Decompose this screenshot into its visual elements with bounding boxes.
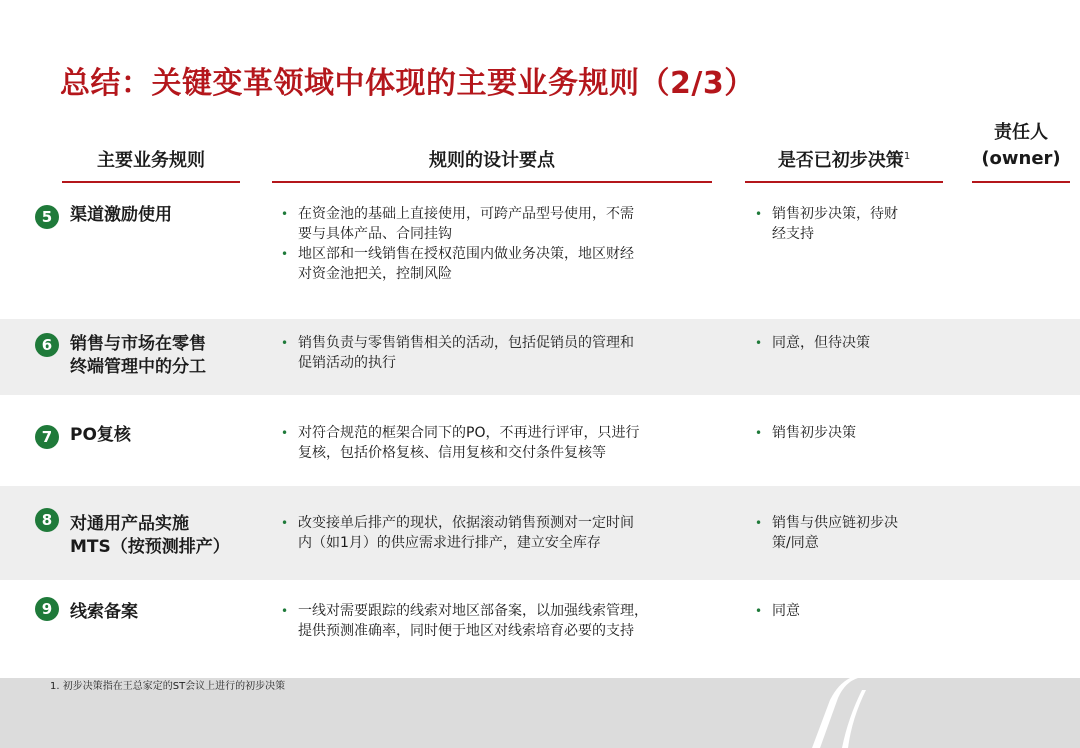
row-number-badge: 6	[35, 333, 59, 357]
bullet: •	[281, 207, 289, 221]
decision-line: 同意，但待决策	[772, 335, 870, 351]
decision-point	[752, 513, 932, 553]
decision-line: 销售与供应链初步决	[772, 515, 898, 531]
decision-line: 策/同意	[772, 535, 819, 551]
design-point	[278, 333, 708, 373]
rule-name	[70, 601, 138, 624]
decision-point	[752, 333, 932, 353]
decision-status	[752, 423, 932, 443]
design-point	[278, 513, 708, 553]
point-line: 在资金池的基础上直接使用，可跨产品型号使用，不需	[298, 206, 634, 222]
table-row	[0, 184, 1080, 319]
decision-line: 销售初步决策，待财	[772, 206, 898, 222]
bullet: •	[281, 426, 289, 440]
point-line: 改变接单后排产的现状，依据滚动销售预测对一定时间	[298, 515, 634, 531]
rule-name-line: MTS（按预测排产）	[70, 537, 230, 557]
column-rule-design	[272, 181, 712, 183]
point-line: 销售负责与零售销售相关的活动，包括促销员的管理和	[298, 335, 634, 351]
point-line: 要与具体产品、合同挂钩	[298, 226, 452, 242]
point-line: 一线对需要跟踪的线索对地区部备案，以加强线索管理，	[298, 603, 648, 619]
design-points	[278, 204, 708, 284]
point-line: 对符合规范的框架合同下的PO，不再进行评审，只进行	[298, 425, 640, 441]
point-line: 对资金池把关，控制风险	[298, 266, 452, 282]
table-row	[0, 580, 1080, 670]
rule-name-line: 线索备案	[70, 602, 138, 622]
decision-status	[752, 333, 932, 353]
decision-status	[752, 204, 932, 244]
rule-name-line: 渠道激励使用	[70, 205, 172, 225]
decision-point	[752, 204, 932, 244]
point-line: 地区部和一线销售在授权范围内做业务决策，地区财经	[298, 246, 634, 262]
rule-name-line: 终端管理中的分工	[70, 357, 206, 377]
bullet: •	[755, 604, 763, 618]
decision-line: 经支持	[772, 226, 814, 242]
decision-status	[752, 513, 932, 553]
column-header-owner-line2: (owner)	[981, 148, 1061, 169]
column-header-rule: 主要业务规则	[97, 150, 205, 171]
decision-line: 同意	[772, 603, 800, 619]
column-header-owner	[972, 120, 1070, 172]
rule-name-line: 对通用产品实施	[70, 514, 189, 534]
table-row	[0, 486, 1080, 580]
footnote-marker: 1	[903, 151, 911, 162]
rule-name	[70, 333, 206, 379]
point-line: 内（如1月）的供应需求进行排产，建立安全库存	[298, 535, 601, 551]
column-header-design: 规则的设计要点	[429, 150, 555, 171]
row-number-badge: 8	[35, 508, 59, 532]
design-point	[278, 423, 708, 463]
bullet: •	[281, 336, 289, 350]
bullet: •	[755, 207, 763, 221]
bullet: •	[755, 336, 763, 350]
design-points	[278, 601, 708, 641]
column-header-decision-label: 是否已初步决策	[777, 150, 904, 171]
bullet: •	[755, 426, 763, 440]
design-points	[278, 423, 708, 463]
column-rule-decision	[745, 181, 943, 183]
rule-name	[70, 424, 131, 447]
design-points	[278, 333, 708, 373]
bullet: •	[755, 516, 763, 530]
decision-line: 销售初步决策	[772, 425, 856, 441]
point-line: 复核，包括价格复核、信用复核和交付条件复核等	[298, 445, 606, 461]
bullet: •	[281, 247, 289, 261]
rule-name-line: 销售与市场在零售	[70, 334, 206, 354]
table-row	[0, 395, 1080, 486]
column-rule-owner	[972, 181, 1070, 183]
footnote: 1. 初步决策指在王总家定的ST会议上进行的初步决策	[50, 681, 286, 692]
page-title: 总结：关键变革领域中体现的主要业务规则（2/3）	[60, 66, 755, 101]
row-number-badge: 7	[35, 425, 59, 449]
column-rule-rule	[62, 181, 240, 183]
bullet: •	[281, 604, 289, 618]
column-header-decision	[745, 146, 943, 172]
rule-name	[70, 513, 230, 559]
point-line: 提供预测准确率，同时便于地区对线索培育必要的支持	[298, 623, 634, 639]
design-point	[278, 204, 708, 244]
design-point	[278, 601, 708, 641]
rule-name-line: PO复核	[70, 425, 131, 445]
rule-name	[70, 204, 172, 227]
design-point	[278, 244, 708, 284]
row-number-badge: 5	[35, 205, 59, 229]
table-row	[0, 319, 1080, 395]
row-number-badge: 9	[35, 597, 59, 621]
column-header-owner-line1: 责任人	[994, 122, 1048, 143]
point-line: 促销活动的执行	[298, 355, 396, 371]
decision-status	[752, 601, 932, 621]
bullet: •	[281, 516, 289, 530]
decision-point	[752, 601, 932, 621]
decision-point	[752, 423, 932, 443]
design-points	[278, 513, 708, 553]
